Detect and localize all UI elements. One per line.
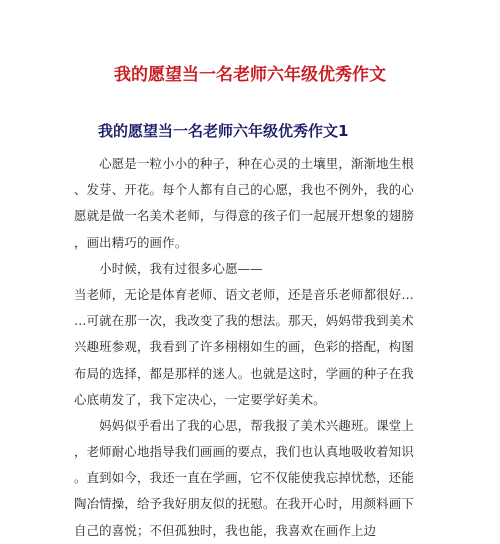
article-body xyxy=(74,151,434,544)
text-line: 愿就是做一名美术老师，与得意的孩子们一起展开想象的翅膀 xyxy=(74,208,414,224)
text-line: 小时候，我有过很多心愿—— xyxy=(74,260,263,276)
text-line: 陶冶情操，给予我好朋友似的抚慰。在我开心时，用颜料画下 xyxy=(74,496,414,512)
text-line: 妈妈似乎看出了我的心思，帮我报了美术兴趣班。课堂上 xyxy=(74,417,414,433)
text-line: ，画出精巧的画作。 xyxy=(74,234,188,250)
text-line: 、发芽、开花。每个人都有自己的心愿，我也不例外，我的心 xyxy=(74,182,414,198)
text-line: 心愿是一粒小小的种子，种在心灵的土壤里，渐渐地生根 xyxy=(74,156,414,171)
text-line: 兴趣班参观，我看到了许多栩栩如生的画，色彩的搭配，构图 xyxy=(74,339,414,355)
article-title: 我的愿望当一名老师六年级优秀作文 xyxy=(114,65,386,85)
article-subtitle: 我的愿望当一名老师六年级优秀作文1 xyxy=(98,122,349,140)
text-line: 自己的喜悦；不但孤独时，我也能，我喜欢在画作上边 xyxy=(74,522,377,538)
text-line: ，老师耐心地指导我们画画的要点，我们也认真地吸收着知识 xyxy=(74,444,414,460)
text-line: 当老师，无论是体育老师、语文老师，还是音乐老师都很好… xyxy=(74,286,414,302)
text-line: …可就在那一次，我改变了我的想法。那天，妈妈带我到美术 xyxy=(74,313,414,329)
text-line: 。直到如今，我还一直在学画，它不仅能使我忘掉忧愁，还能 xyxy=(74,470,414,486)
text-line: 布局的选择，都是那样的迷人。也就是这时，学画的种子在我 xyxy=(74,365,414,381)
text-line: 心底萌发了，我下定决心，一定要学好美术。 xyxy=(74,391,326,407)
